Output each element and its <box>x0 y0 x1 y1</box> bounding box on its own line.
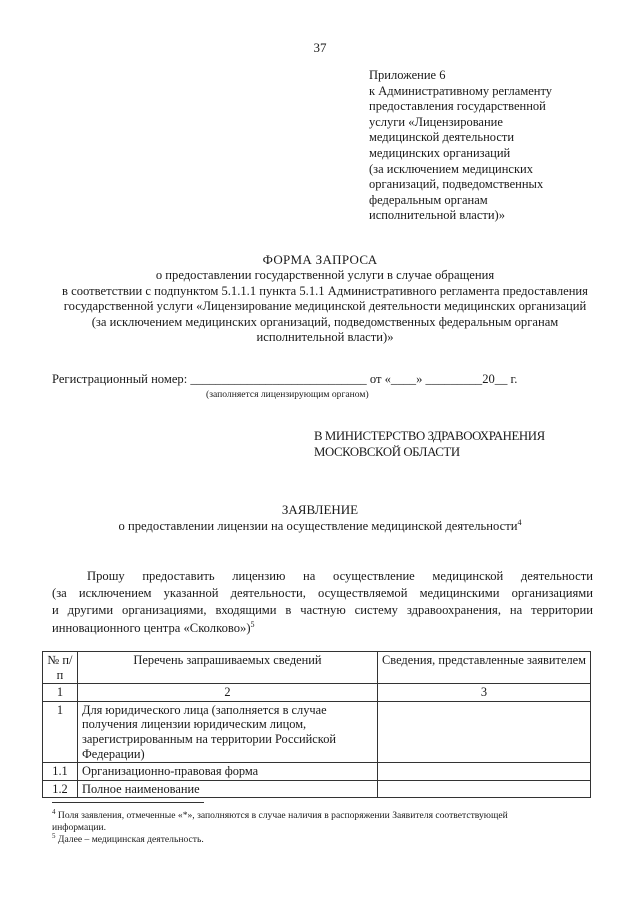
ministry-line: МОСКОВСКОЙ ОБЛАСТИ <box>314 445 460 459</box>
form-subtitle-line: государственной услуги «Лицензирование медицинской деятельности медицинских организаций <box>63 299 587 314</box>
numbering-cell: 3 <box>378 684 591 702</box>
footnote-mark: 4 <box>52 807 56 816</box>
form-subtitle-line: о предоставлении государственной услуги в случае обращения <box>155 268 495 282</box>
table-row <box>43 763 591 781</box>
appendix-block <box>369 68 609 224</box>
statement-subtitle-text: о предоставлении лицензии на осуществление медицинской деятельности <box>118 519 518 533</box>
row-name: Полное наименование <box>78 780 378 798</box>
registration-number-line[interactable]: Регистрационный номер: ____________________________ от «____» _________20__ г. <box>52 372 518 386</box>
footnote <box>52 822 597 834</box>
statement-body <box>52 568 593 637</box>
page-number: 37 <box>313 40 327 55</box>
table-numbering-row <box>43 684 591 702</box>
row-value-field[interactable] <box>378 780 591 798</box>
body-line: (за исключением указанной деятельности, осуществляемой медицинскими организациями <box>52 586 593 601</box>
row-number: 1.2 <box>43 780 78 798</box>
body-line <box>52 620 593 637</box>
numbering-cell: 2 <box>78 684 378 702</box>
footnotes <box>52 807 597 847</box>
appendix-line: организаций, подведомственных <box>369 177 544 192</box>
footnote-mark: 5 <box>52 832 56 841</box>
appendix-line: федеральным органам <box>369 192 488 207</box>
statement-subtitle <box>0 519 640 534</box>
appendix-line: предоставления государственной <box>369 99 546 114</box>
row-value-field[interactable] <box>378 763 591 781</box>
footnote-ref: 4 <box>517 517 522 527</box>
ministry-line: В МИНИСТЕРСТВО ЗДРАВООХРАНЕНИЯ <box>314 429 545 443</box>
appendix-line: исполнительной власти)» <box>369 208 505 223</box>
appendix-line: к Административному регламенту <box>369 83 553 98</box>
footnote <box>52 834 597 846</box>
form-subtitle-line: (за исключением медицинских организаций, подведомственных федеральным органам <box>91 314 559 329</box>
numbering-cell: 1 <box>43 684 78 702</box>
form-subtitle-line: в соответствии с подпунктом 5.1.1.1 пункта 5.1.1 Административного регламента предоставления <box>62 283 588 298</box>
row-number: 1.1 <box>43 763 78 781</box>
appendix-line: (за исключением медицинских <box>369 161 533 176</box>
appendix-line: Приложение 6 <box>369 68 446 82</box>
table-row <box>43 701 591 762</box>
form-subtitle <box>30 268 620 346</box>
row-value-field[interactable] <box>378 701 591 762</box>
header-cell: Сведения, представленные заявителем <box>378 652 591 684</box>
footnote-text: Далее – медицинская деятельность. <box>57 834 204 846</box>
footnote-ref: 5 <box>250 619 255 629</box>
footnote <box>52 807 597 822</box>
row-name: Организационно-правовая форма <box>78 763 378 781</box>
appendix-line: услуги «Лицензирование <box>369 114 503 129</box>
form-title: ФОРМА ЗАПРОСА <box>262 252 378 267</box>
ministry-addressee <box>314 428 545 460</box>
body-line: Прошу предоставить лицензию на осуществление медицинской деятельности <box>87 569 593 583</box>
requested-info-table <box>42 651 591 798</box>
appendix-line: медицинских организаций <box>369 145 511 160</box>
table-row <box>43 780 591 798</box>
header-cell: № п/п <box>43 652 78 684</box>
table-header-row <box>43 652 591 684</box>
footnote-text: информации. <box>52 822 106 834</box>
body-line-text: инновационного центра «Сколково») <box>52 620 251 635</box>
appendix-line: медицинской деятельности <box>369 130 515 145</box>
row-name: Для юридического лица (заполняется в случае получения лицензии юридическим лицом, зарегистрированным на территории Российской Федерации) <box>78 701 378 762</box>
registration-note: (заполняется лицензирующим органом) <box>206 389 369 400</box>
statement-title: ЗАЯВЛЕНИЕ <box>281 502 359 517</box>
footnote-divider <box>52 802 204 803</box>
body-line: и другими организациями, входящими в частную систему здравоохранения, на территории <box>52 603 593 618</box>
footnote-text: Поля заявления, отмеченные «*», заполняются в случае наличия в распоряжении Заявителя соответствующей <box>57 810 508 821</box>
form-subtitle-line: исполнительной власти)» <box>256 330 394 345</box>
row-number: 1 <box>43 701 78 762</box>
header-cell: Перечень запрашиваемых сведений <box>78 652 378 684</box>
